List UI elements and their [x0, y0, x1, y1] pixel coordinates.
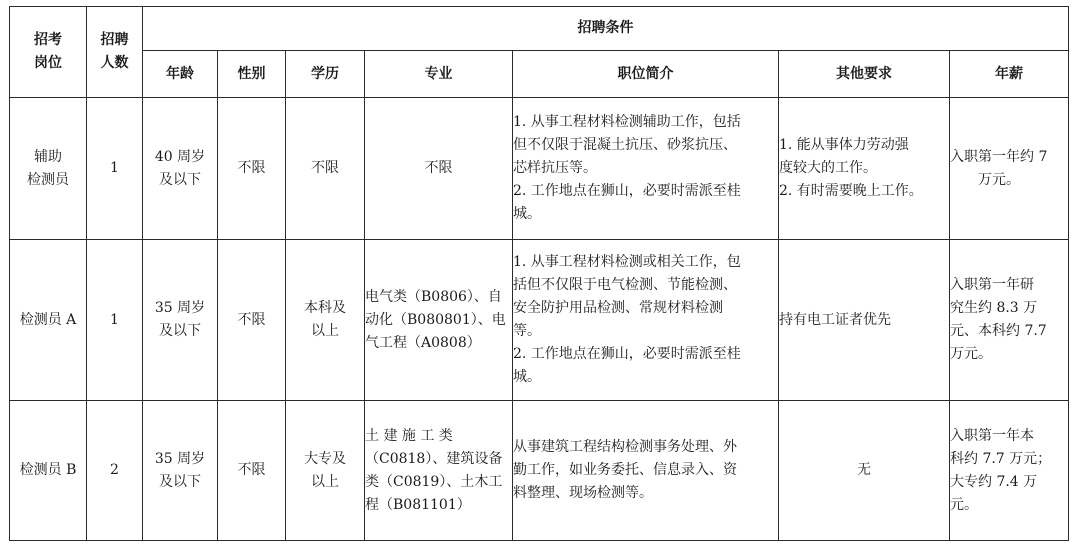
cell-text: 大专及: [304, 450, 346, 467]
table-row: [10, 240, 1069, 401]
header-age: 年龄: [143, 51, 218, 98]
cell-gender: 不限: [218, 240, 286, 401]
header-description: 职位简介: [513, 51, 779, 98]
cell-text: 无: [857, 462, 871, 478]
cell-age: [143, 240, 218, 401]
cell-text: 2. 有时需要晚上工作。: [779, 183, 923, 199]
cell-text: 不限: [424, 160, 453, 176]
cell-text: 元。: [950, 496, 978, 513]
cell-text: 度较大的工作。: [779, 160, 877, 176]
cell-position: [10, 240, 87, 401]
cell-salary: [950, 98, 1069, 240]
cell-text: 辅助: [34, 148, 62, 165]
cell-text: 土 建 施 工 类: [365, 427, 453, 444]
cell-text: 检测员: [27, 171, 69, 188]
cell-text: 城。: [513, 369, 541, 385]
cell-text: 1. 从事工程材料检测辅助工作，包括: [513, 114, 741, 130]
header-position: [10, 7, 87, 98]
cell-education: [286, 98, 365, 240]
header-headcount: [87, 7, 143, 98]
cell-text: 究生约 8.3 万: [950, 300, 1038, 316]
cell-major: [365, 240, 513, 401]
cell-text: 括但不仅限于电气检测、节能检测、: [513, 277, 737, 293]
cell-text: 类（C0819）、土木工: [365, 473, 503, 490]
cell-text: 但不仅限于混凝土抗压、砂浆抗压、: [513, 137, 737, 153]
cell-text: 以上: [311, 323, 339, 339]
cell-description: [513, 240, 779, 401]
header-gender: 性别: [218, 51, 286, 98]
cell-text: 气工程（A0808）: [365, 334, 481, 351]
cell-education: [286, 240, 365, 401]
cell-text: 入职第一年约 7: [950, 148, 1048, 165]
cell-age: [143, 98, 218, 240]
cell-count: 2: [87, 401, 143, 541]
cell-other: [779, 240, 950, 401]
cell-position: [10, 401, 87, 541]
cell-text: 大专约 7.4 万: [950, 473, 1038, 490]
cell-text: 35 周岁: [154, 450, 206, 467]
cell-major: [365, 98, 513, 240]
cell-text: 1. 从事工程材料检测或相关工作，包: [513, 254, 741, 270]
cell-age: [143, 401, 218, 541]
cell-text: 35 周岁: [154, 300, 206, 316]
cell-count: 1: [87, 98, 143, 240]
cell-position: [10, 98, 87, 240]
cell-count: 1: [87, 240, 143, 401]
table-row: [10, 98, 1069, 240]
header-headcount-line1: 招聘: [100, 32, 129, 48]
cell-other: [779, 401, 950, 541]
cell-education: [286, 401, 365, 541]
header-position-line2: 岗位: [34, 55, 62, 71]
cell-text: 万元。: [950, 346, 992, 362]
cell-text: 入职第一年研: [950, 277, 1034, 293]
cell-text: 芯样抗压等。: [513, 160, 597, 176]
cell-text: 2. 工作地点在狮山，必要时需派至桂: [513, 346, 741, 362]
cell-text: 不限: [311, 160, 339, 176]
cell-text: 本科及: [304, 300, 346, 316]
header-headcount-line2: 人数: [100, 55, 129, 71]
cell-gender: 不限: [218, 401, 286, 541]
header-other: 其他要求: [779, 51, 950, 98]
cell-text: 检测员 A: [19, 311, 77, 328]
cell-major: [365, 401, 513, 541]
cell-text: 入职第一年本: [950, 427, 1034, 444]
cell-description: [513, 98, 779, 240]
cell-text: 勤工作，如业务委托、信息录入、资: [513, 462, 737, 478]
header-salary: 年薪: [950, 51, 1069, 98]
cell-salary: [950, 240, 1069, 401]
cell-text: 持有电工证者优先: [779, 311, 891, 328]
cell-text: 2. 工作地点在狮山，必要时需派至桂: [513, 183, 741, 199]
header-position-line1: 招考: [34, 32, 62, 48]
table-row: [10, 401, 1069, 541]
cell-text: 等。: [513, 323, 541, 339]
cell-text: 元、本科约 7.7: [950, 323, 1047, 339]
header-major: 专业: [365, 51, 513, 98]
header-education: 学历: [286, 51, 365, 98]
header-conditions: 招聘条件: [143, 7, 1069, 51]
cell-text: 安全防护用品检测、常规材料检测: [513, 300, 723, 316]
cell-gender: 不限: [218, 98, 286, 240]
cell-text: 城。: [513, 206, 541, 222]
cell-text: 程（B081101）: [365, 496, 471, 513]
cell-text: 1. 能从事体力劳动强: [779, 137, 909, 153]
cell-text: 40 周岁: [154, 148, 206, 165]
cell-text: 万元。: [978, 171, 1020, 188]
cell-text: 电气类（B0806）、自: [365, 288, 502, 305]
cell-text: 科约 7.7 万元；: [950, 450, 1052, 467]
cell-text: 从事建筑工程结构检测事务处理、外: [513, 439, 737, 455]
cell-text: 动化（B080801）、电: [365, 311, 506, 328]
cell-text: 及以下: [159, 323, 201, 339]
cell-other: [779, 98, 950, 240]
cell-text: 检测员 B: [19, 462, 77, 478]
cell-salary: [950, 401, 1069, 541]
recruitment-table: [9, 6, 1069, 541]
cell-description: [513, 401, 779, 541]
cell-text: 及以下: [159, 171, 201, 188]
cell-text: 以上: [311, 473, 339, 490]
cell-text: 料整理、现场检测等。: [513, 485, 653, 501]
cell-text: （C0818）、建筑设备: [365, 450, 503, 467]
cell-text: 及以下: [159, 473, 201, 490]
